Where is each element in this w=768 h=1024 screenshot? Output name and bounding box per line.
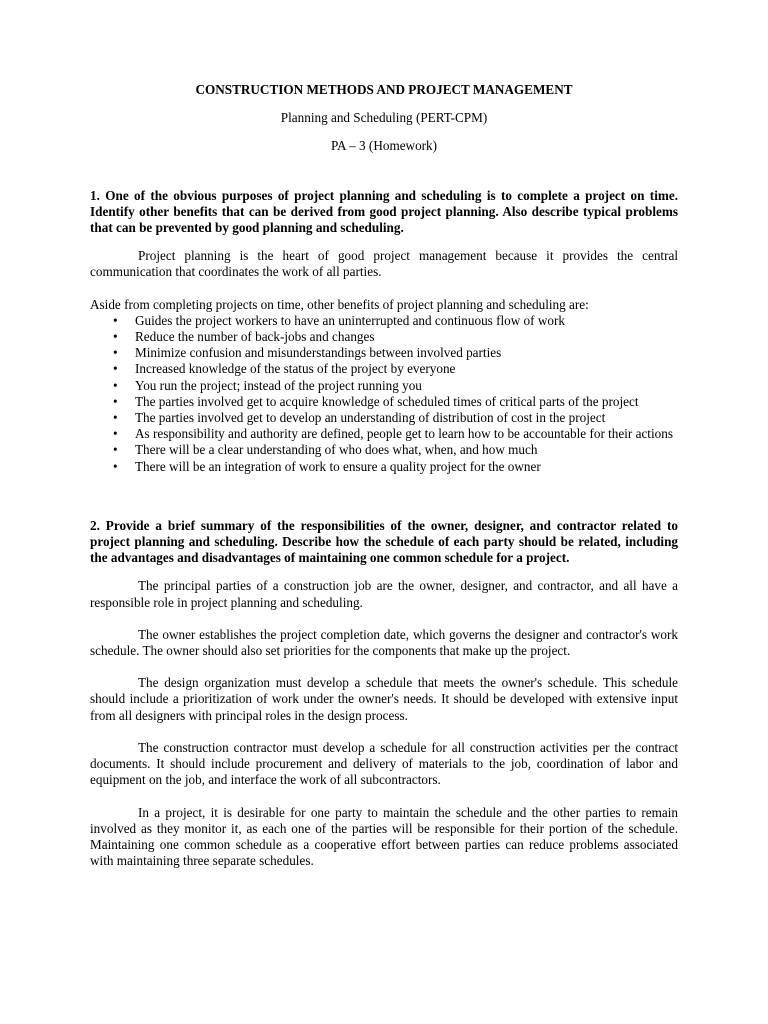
list-item: • The parties involved get to acquire knowledge of scheduled times of critical parts of the project — [113, 393, 639, 409]
bullet-icon: • — [113, 442, 118, 458]
list-item: • The parties involved get to develop an understanding of distribution of cost in the project — [113, 410, 606, 426]
list-item: • Increased knowledge of the status of the project by everyone — [113, 361, 456, 377]
list-item: • As responsibility and authority are defined, people get to learn how to be accountable for their actions — [113, 426, 673, 442]
list-item: • There will be an integration of work to ensure a quality project for the owner — [113, 458, 541, 474]
document-subtitle: Planning and Scheduling (PERT-CPM) — [280, 110, 488, 126]
q2-paragraph: The principal parties of a construction job are the owner, designer, and contractor, and all have a responsible role in project planning and scheduling. — [90, 578, 678, 610]
list-item: • Reduce the number of back-jobs and changes — [113, 329, 375, 345]
bullet-icon: • — [113, 393, 118, 409]
benefits-list — [90, 313, 678, 475]
bullet-icon: • — [113, 329, 118, 345]
bullet-icon: • — [113, 426, 118, 442]
list-item: • There will be a clear understanding of who does what, when, and how much — [113, 442, 538, 458]
q2-paragraph: The owner establishes the project completion date, which governs the designer and contractor's work schedule. The owner should also set priorities for the components that make up the project. — [90, 626, 678, 659]
q1-benefits-lead: Aside from completing projects on time, other benefits of project planning and scheduling are: — [90, 296, 589, 312]
bullet-icon: • — [113, 361, 118, 377]
list-item: • Minimize confusion and misunderstandings between involved parties — [113, 345, 502, 361]
q1-intro-paragraph: Project planning is the heart of good project management because it provides the central communication that coordinates the work of all parties. — [90, 248, 678, 280]
bullet-icon: • — [113, 345, 118, 361]
question-1: 1. One of the obvious purposes of project planning and scheduling is to complete a project on time. Identify other benefits that can be derived from good project planning. Also describe typical problems that can be prevented by good planning and scheduling. — [90, 187, 678, 236]
list-item: • Guides the project workers to have an uninterrupted and continuous flow of work — [113, 312, 565, 328]
question-2: 2. Provide a brief summary of the responsibilities of the owner, designer, and contractor related to project planning and scheduling. Describe how the schedule of each party should be related, including the advantages and disadvantages of maintaining one common schedule for a project. — [90, 517, 678, 566]
q2-paragraph: The construction contractor must develop a schedule for all construction activities per the contract documents. It should include procurement and delivery of materials to the job, coordination of labor and equipment on the job, and interface the work of all subcontractors. — [90, 739, 678, 788]
bullet-icon: • — [113, 458, 118, 474]
document-title: CONSTRUCTION METHODS AND PROJECT MANAGEMENT — [195, 82, 573, 97]
q2-paragraph: In a project, it is desirable for one party to maintain the schedule and the other parties to remain involved as they monitor it, as each one of the parties will be responsible for their portion of the schedule. Maintaining one common schedule as a cooperative effort between parties can reduce problems associated with maintaining three separate schedules. — [90, 804, 678, 869]
list-item: • You run the project; instead of the project running you — [113, 377, 422, 393]
document-page — [90, 82, 678, 869]
bullet-icon: • — [113, 377, 118, 393]
bullet-icon: • — [113, 312, 118, 328]
q2-paragraph: The design organization must develop a schedule that meets the owner's schedule. This schedule should include a prioritization of work under the owner's needs. It should be developed with extensive input from all designers with principal roles in the design process. — [90, 675, 678, 723]
bullet-icon: • — [113, 410, 118, 426]
assignment-label: PA – 3 (Homework) — [330, 138, 438, 154]
